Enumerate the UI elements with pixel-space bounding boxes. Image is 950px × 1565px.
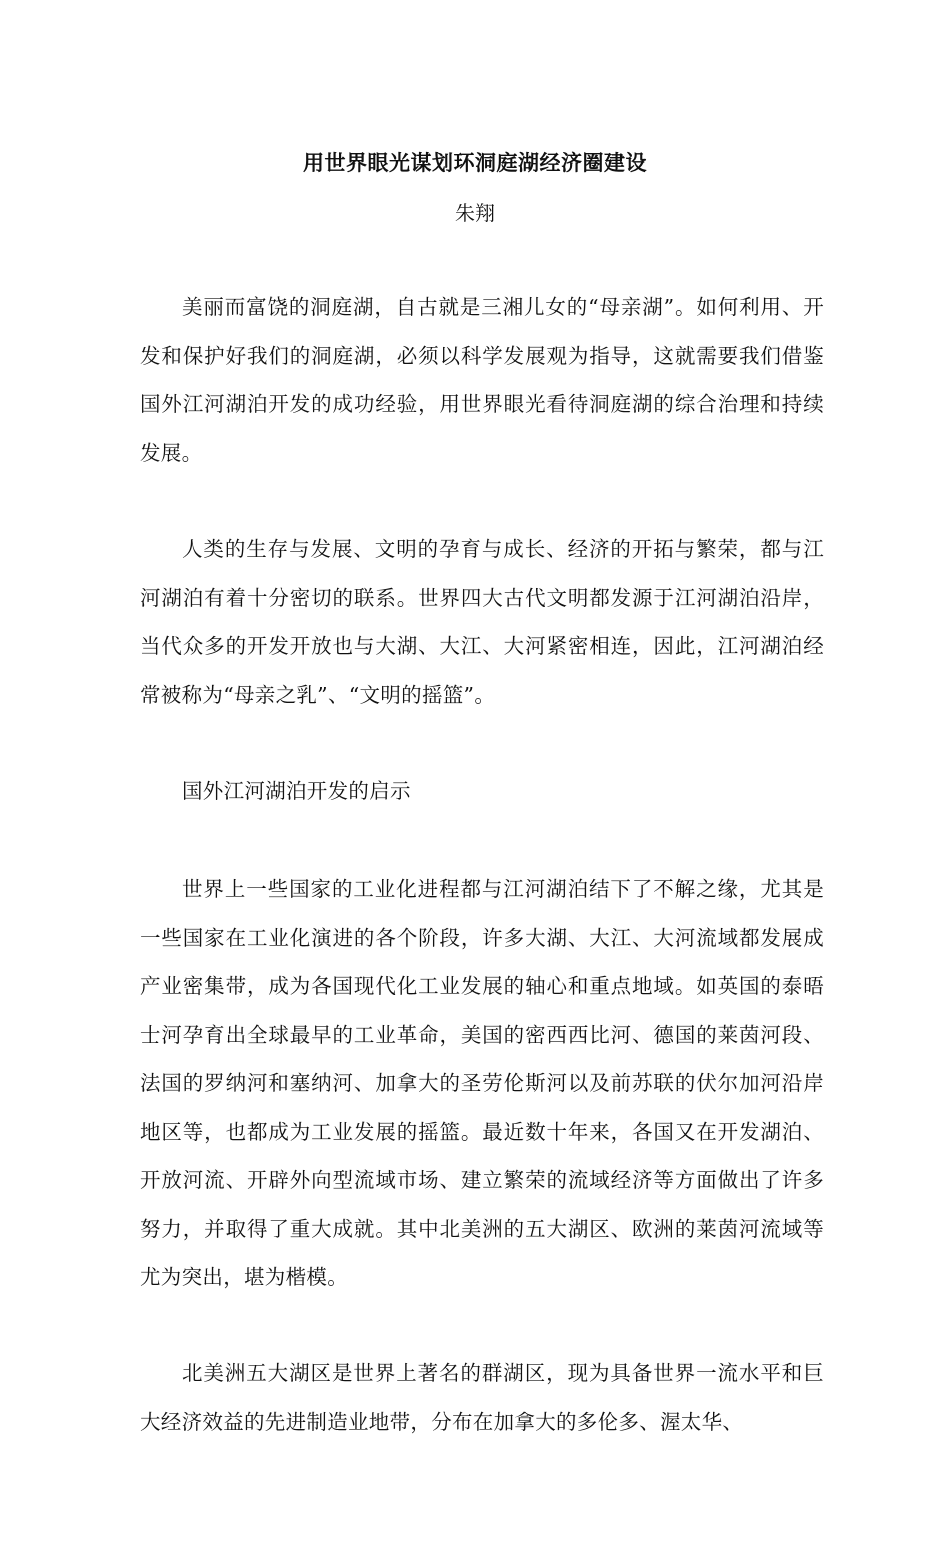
document-author: 朱翔	[455, 201, 495, 225]
paragraph-great-lakes: 北美洲五大湖区是世界上著名的群湖区，现为具备世界一流水平和巨大经济效益的先进制造业地带，分布在加拿大的多伦多、渥太华、	[140, 1361, 824, 1434]
paragraph-intro: 美丽而富饶的洞庭湖，自古就是三湘儿女的“母亲湖”。如何利用、开发和保护好我们的洞庭湖，必须以科学发展观为指导，这就需要我们借鉴国外江河湖泊开发的成功经验，用世界眼光看待洞庭湖的综合治理和持续发展。	[140, 295, 824, 465]
paragraph-industrialization: 世界上一些国家的工业化进程都与江河湖泊结下了不解之缘，尤其是一些国家在工业化演进的各个阶段，许多大湖、大江、大河流域都发展成产业密集带，成为各国现代化工业发展的轴心和重点地域。如英国的泰晤士河孕育出全球最早的工业革命，美国的密西西比河、德国的莱茵河段、法国的罗纳河和塞纳河、加拿大的圣劳伦斯河以及前苏联的伏尔加河沿岸地区等，也都成为工业发展的摇篮。最近数十年来，各国又在开发湖泊、开放河流、开辟外向型流域市场、建立繁荣的流域经济等方面做出了许多努力，并取得了重大成就。其中北美洲的五大湖区、欧洲的莱茵河流域等尤为突出，堪为楷模。	[140, 877, 824, 1289]
section-heading: 国外江河湖泊开发的启示	[182, 779, 411, 803]
document-title: 用世界眼光谋划环洞庭湖经济圈建设	[303, 150, 647, 175]
paragraph-civilization: 人类的生存与发展、文明的孕育与成长、经济的开拓与繁荣，都与江河湖泊有着十分密切的联系。世界四大古代文明都发源于江河湖泊沿岸，当代众多的开发开放也与大湖、大江、大河紧密相连，因此，江河湖泊经常被称为“母亲之乳”、“文明的摇篮”。	[140, 537, 824, 707]
